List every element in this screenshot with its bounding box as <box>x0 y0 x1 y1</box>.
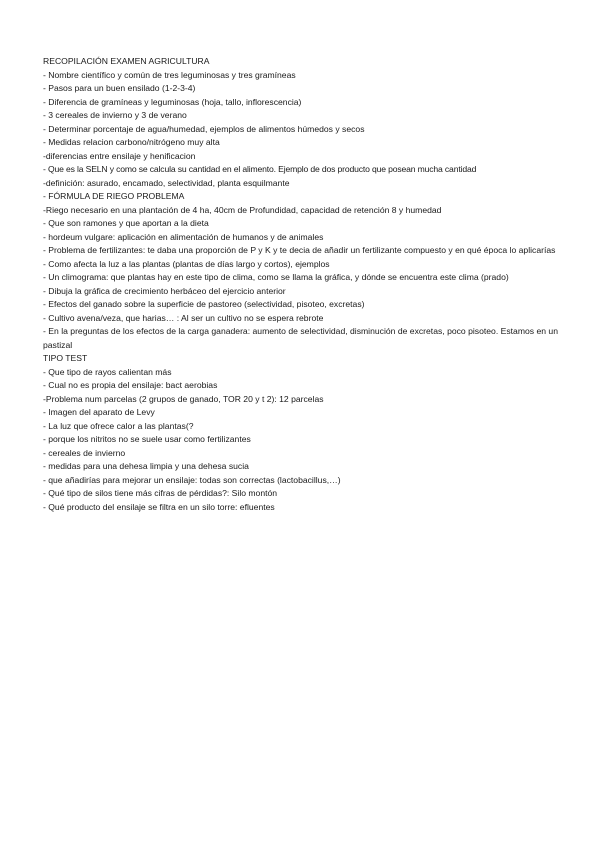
exam-item: - Qué producto del ensilaje se filtra en un silo torre: efluentes <box>43 501 275 512</box>
exam-item: - porque los nitritos no se suele usar como fertilizantes <box>43 434 251 444</box>
exam-item: -Problema num parcelas (2 grupos de ganado, TOR 20 y t 2): 12 parcelas <box>43 393 324 404</box>
exam-item: - Un climograma: que plantas hay en este tipo de clima, como se llama la gráfica, y dónde se encuentra este clima (prado) <box>43 272 509 282</box>
exam-item: -definición: asurado, encamado, selectividad, planta esquilmante <box>43 177 290 188</box>
exam-item: -diferencias entre ensilaje y henificacion <box>43 150 196 161</box>
exam-item: - Imagen del aparato de Levy <box>43 407 155 417</box>
exam-item: - Diferencia de gramíneas y leguminosas (hoja, tallo, inflorescencia) <box>43 96 302 107</box>
exam-item: - La luz que ofrece calor a las plantas(? <box>43 420 194 431</box>
exam-item: - Que tipo de rayos calientan más <box>43 366 172 377</box>
document-title: RECOPILACIÓN EXAMEN AGRICULTURA <box>43 56 210 66</box>
exam-item: - 3 cereales de invierno y 3 de verano <box>43 110 187 120</box>
exam-item: - Como afecta la luz a las plantas (plantas de días largo y cortos), ejemplos <box>43 258 330 269</box>
section-heading: TIPO TEST <box>43 353 88 363</box>
exam-item: - Nombre científico y común de tres leguminosas y tres gramíneas <box>43 69 296 80</box>
exam-item: - medidas para una dehesa limpia y una dehesa sucia <box>43 461 249 471</box>
exam-item: - Dibuja la gráfica de crecimiento herbáceo del ejercicio anterior <box>43 285 286 296</box>
exam-item: - Que es la SELN y como se calcula su cantidad en el alimento. Ejemplo de dos producto que posean mucha cantidad <box>43 164 477 174</box>
exam-item: - Pasos para un buen ensilado (1-2-3-4) <box>43 83 196 93</box>
exam-item: - Cultivo avena/veza, que harias… : Al ser un cultivo no se espera rebrote <box>43 312 324 323</box>
exam-item: - Qué tipo de silos tiene más cifras de pérdidas?: Silo montón <box>43 488 278 498</box>
exam-item: - Problema de fertilizantes: te daba una proporción de P y K y te decia de añadir un fertilizante compuesto y en qué época lo aplicarías <box>43 245 556 255</box>
document-body <box>43 55 558 514</box>
exam-item: - Cual no es propia del ensilaje: bact aerobias <box>43 380 218 390</box>
section-heading: - FÓRMULA DE RIEGO PROBLEMA <box>43 191 185 201</box>
exam-item: - cereales de invierno <box>43 447 126 458</box>
exam-item: - hordeum vulgare: aplicación en alimentación de humanos y de animales <box>43 231 324 242</box>
exam-item: - Determinar porcentaje de agua/humedad, ejemplos de alimentos húmedos y secos <box>43 123 365 134</box>
exam-item: - Medidas relacion carbono/nitrógeno muy alta <box>43 137 220 147</box>
exam-item: - Que son ramones y que aportan a la dieta <box>43 218 209 228</box>
exam-item: - Efectos del ganado sobre la superficie de pastoreo (selectividad, pisoteo, excretas) <box>43 299 365 309</box>
exam-item: -Riego necesario en una plantación de 4 ha, 40cm de Profundidad, capacidad de retención 8 y humedad <box>43 204 442 215</box>
exam-item: - que añadirías para mejorar un ensilaje: todas son correctas (lactobacillus,…) <box>43 474 341 485</box>
exam-item: - En la preguntas de los efectos de la carga ganadera: aumento de selectividad, disminución de excretas, poco pisoteo. Estamos en un pastizal <box>43 326 558 350</box>
